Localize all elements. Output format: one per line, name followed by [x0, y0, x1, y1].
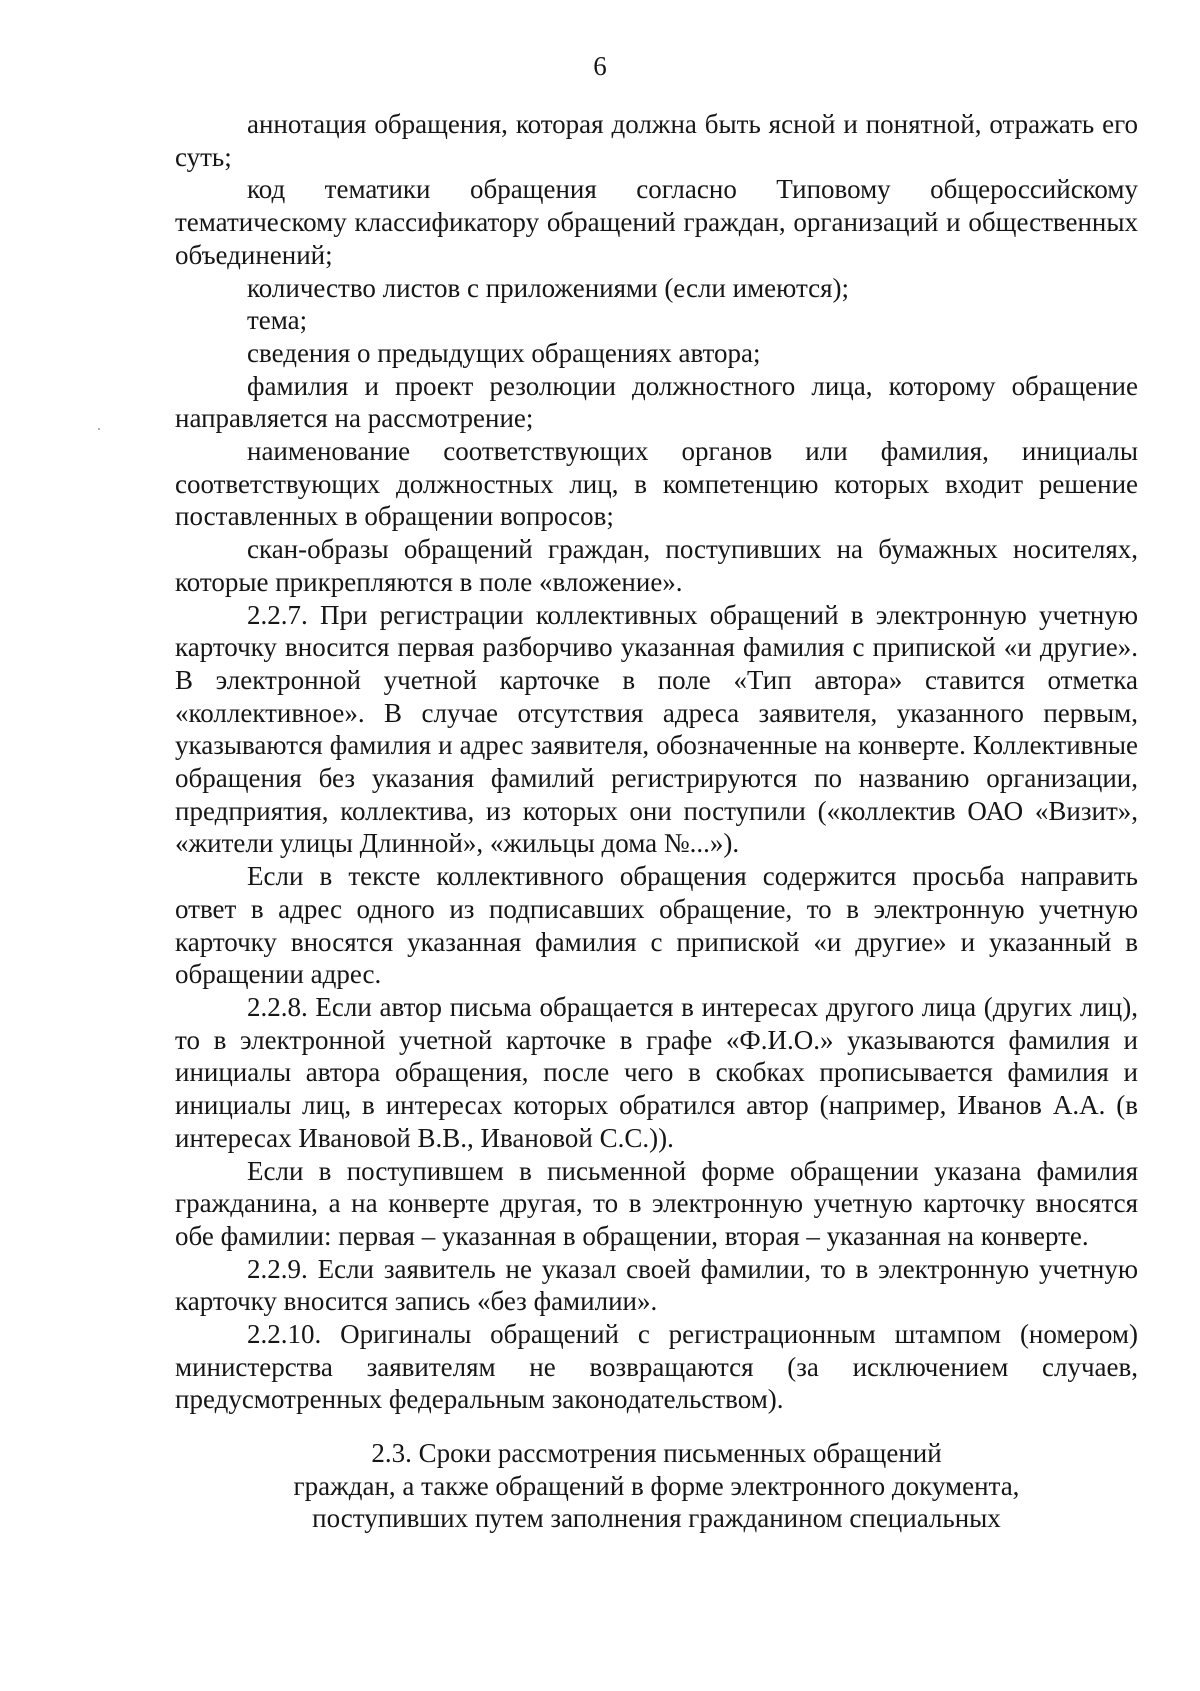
section-heading-line: поступивших путем заполнения гражданином специальных	[312, 1503, 1001, 1534]
paragraph-topic-code: код тематики обращения согласно Типовому общероссийскому тематическому классификатору обращений граждан, организаций и общественных объединений;	[175, 174, 1138, 270]
paragraph-envelope-surname: Если в поступившем в письменной форме обращении указана фамилия гражданина, а на конверте другая, то в электронную учетную карточку вносятся обе фамилии: первая – указанная в обращении, вторая – указанная на конверте.	[175, 1155, 1138, 1251]
paragraph-collective-reply: Если в тексте коллективного обращения содержится просьба направить ответ в адрес одного из подписавших обращение, то в электронную учетную карточку вносятся указанная фамилия с припиской «и другие» и указанный в обращении адрес.	[175, 861, 1138, 990]
paragraph-annotation: аннотация обращения, которая должна быть ясной и понятной, отражать его суть;	[175, 109, 1138, 172]
page-number: 6	[593, 51, 607, 81]
paragraph-bodies: наименование соответствующих органов или фамилия, инициалы соответствующих должностных лиц, в компетенцию которых входит решение поставленных в обращении вопросов;	[175, 436, 1138, 532]
paragraph-sheet-count: количество листов с приложениями (если имеются);	[247, 272, 849, 303]
paragraph-scans: скан-образы обращений граждан, поступивших на бумажных носителях, которые прикрепляются в поле «вложение».	[175, 534, 1138, 597]
section-heading-line: граждан, а также обращений в форме электронного документа,	[293, 1470, 1020, 1501]
scan-speck	[98, 428, 100, 430]
paragraph-2-2-9: 2.2.9. Если заявитель не указал своей фамилии, то в электронную учетную карточку вносится запись «без фамилии».	[175, 1253, 1138, 1317]
paragraph-subject: тема;	[247, 305, 308, 336]
section-heading-line: 2.3. Сроки рассмотрения письменных обращений	[371, 1438, 942, 1468]
paragraph-resolution: фамилия и проект резолюции должностного лица, которому обращение направляется на рассмотрение;	[175, 370, 1138, 434]
document-body	[175, 108, 1138, 1416]
section-heading	[175, 1437, 1138, 1535]
paragraph-2-2-7: 2.2.7. При регистрации коллективных обращений в электронную учетную карточку вносится первая разборчиво указанная фамилия с припиской «и другие». В электронной учетной карточке в поле «Тип автора» ставится отметка «коллективное». В случае отсутствия адреса заявителя, указанного первым, указываются фамилия и адрес заявителя, обозначенные на конверте. Коллективные обращения без указания фамилий регистрируются по названию организации, предприятия, коллектива, из которых они поступили («коллектив ОАО «Визит», «жители улицы Длинной», «жильцы дома №...»).	[175, 599, 1138, 859]
paragraph-previous-requests: сведения о предыдущих обращениях автора;	[247, 337, 761, 368]
paragraph-2-2-8: 2.2.8. Если автор письма обращается в интересах другого лица (других лиц), то в электронной учетной карточке в графе «Ф.И.О.» указываются фамилия и инициалы автора обращения, после чего в скобках прописывается фамилия и инициалы лиц, в интересах которых обратился автор (например, Иванов А.А. (в интересах Ивановой В.В., Ивановой С.С.)).	[175, 991, 1138, 1153]
paragraph-2-2-10: 2.2.10. Оригиналы обращений с регистрационным штампом (номером) министерства заявителям не возвращаются (за исключением случаев, предусмотренных федеральным законодательством).	[175, 1319, 1138, 1415]
